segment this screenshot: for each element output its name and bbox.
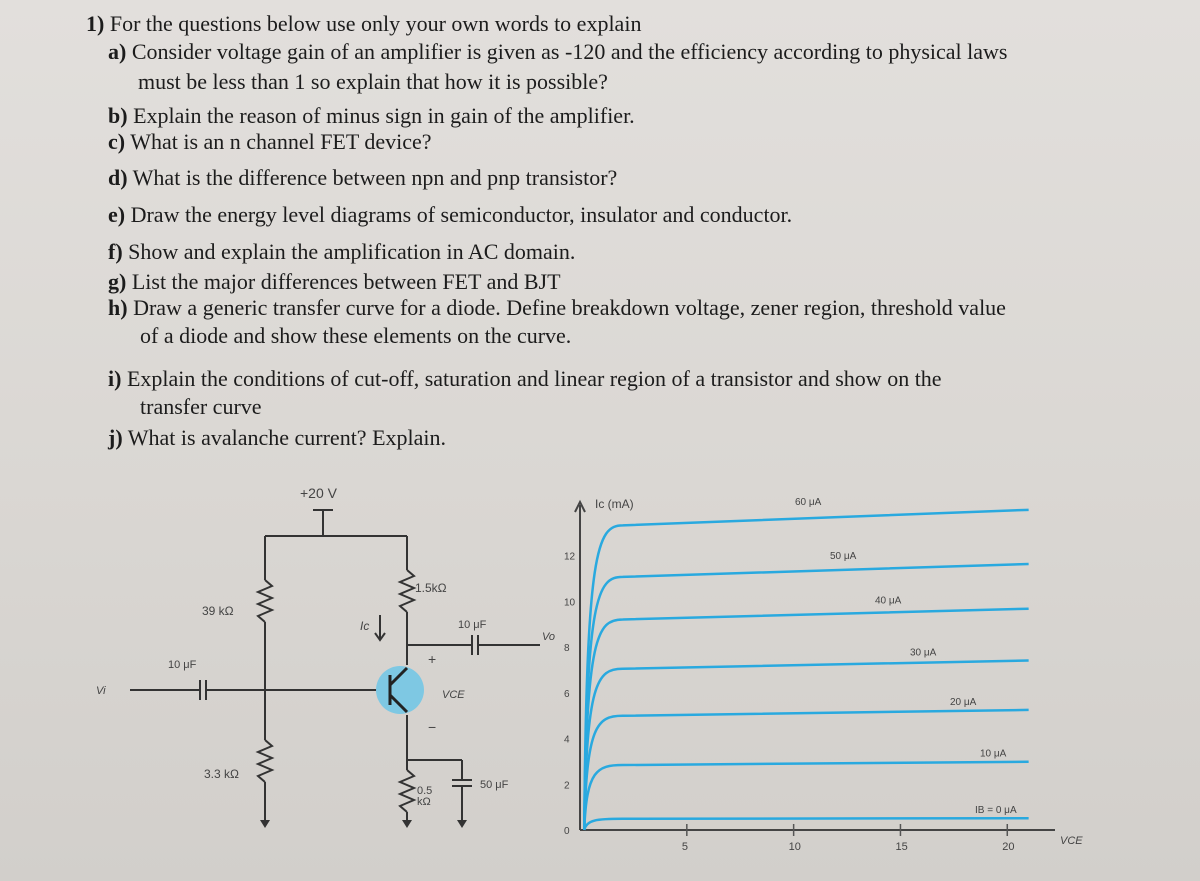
y-tick-label: 8: [564, 643, 570, 655]
question-f-line-1: [108, 240, 575, 264]
question-text: Show and explain the amplification in AC domain.: [128, 239, 576, 264]
series-label: 50 μA: [830, 550, 857, 562]
y-axis-label: Ic (mA): [595, 497, 634, 511]
y-tick-label: 2: [564, 780, 570, 792]
question-label: e): [108, 202, 126, 227]
heading-number: 1): [86, 11, 105, 36]
question-d-line-1: [108, 166, 617, 190]
series-curve: [584, 609, 1028, 830]
question-a-line-2: [138, 70, 608, 94]
series-label: 10 μA: [980, 748, 1007, 760]
series-label: IB = 0 μA: [975, 805, 1017, 817]
r1-resistor: [258, 580, 272, 622]
series-curve: [584, 710, 1028, 830]
question-c-line-1: [108, 130, 432, 154]
cin-label: 10 μF: [168, 659, 197, 671]
re-label-top: 0.5: [417, 785, 433, 797]
rc-resistor: [400, 570, 414, 612]
question-text: List the major differences between FET and BJT: [131, 269, 561, 294]
question-label: d): [108, 165, 128, 190]
question-label: g): [108, 269, 127, 294]
ce-label: 50 μF: [480, 779, 509, 791]
r2-label: 3.3 kΩ: [204, 767, 239, 781]
series-label: 60 μA: [795, 496, 822, 508]
re-resistor: [400, 770, 414, 812]
question-g-line-1: [108, 270, 561, 294]
y-tick-label: 10: [564, 597, 576, 609]
vo-label: Vo: [542, 631, 556, 643]
question-text: Consider voltage gain of an amplifier is given as -120 and the efficiency according to physical laws: [131, 39, 1008, 64]
question-text: Draw a generic transfer curve for a diode. Define breakdown voltage, zener region, threshold value: [133, 295, 1006, 320]
question-text: What is an n channel FET device?: [130, 129, 432, 154]
y-tick-label: 6: [564, 688, 570, 700]
question-label: f): [108, 239, 123, 264]
x-tick-label: 20: [1002, 841, 1015, 853]
question-h-line-2: [140, 324, 571, 348]
series-label: 40 μA: [875, 595, 902, 607]
cout-label: 10 μF: [458, 619, 487, 631]
question-text: Explain the conditions of cut-off, saturation and linear region of a transistor and show on the: [126, 366, 942, 391]
series-curve: [584, 510, 1028, 830]
question-label: h): [108, 295, 128, 320]
series-label: 30 μA: [910, 647, 937, 659]
question-text: must be less than 1 so explain that how it is possible?: [138, 69, 608, 94]
question-label: j): [108, 425, 123, 450]
collector-characteristics-chart: [555, 490, 1115, 875]
x-tick-label: 5: [681, 841, 688, 853]
question-label: a): [108, 39, 127, 64]
ic-label: Ic: [360, 619, 370, 633]
question-text: What is the difference between npn and pnp transistor?: [132, 165, 618, 190]
question-a-line-1: [108, 40, 1008, 64]
question-text: What is avalanche current? Explain.: [127, 425, 447, 450]
question-label: b): [108, 103, 128, 128]
r2-resistor: [258, 740, 272, 782]
question-text: transfer curve: [140, 394, 262, 419]
x-axis-label: VCE: [1060, 835, 1083, 847]
vce-minus: −: [428, 719, 437, 735]
question-h-line-1: [108, 296, 1006, 320]
re-label-bottom: kΩ: [417, 796, 431, 808]
y-tick-label: 12: [564, 551, 576, 563]
rc-label: 1.5kΩ: [415, 581, 447, 595]
question-e-line-1: [108, 203, 792, 227]
supply-label: +20 V: [300, 485, 337, 501]
question-label: c): [108, 129, 126, 154]
series-label: 20 μA: [950, 696, 977, 708]
heading-text: For the questions below use only your own words to explain: [109, 11, 642, 36]
question-text: Draw the energy level diagrams of semiconductor, insulator and conductor.: [130, 202, 793, 227]
question-text: of a diode and show these elements on the curve.: [140, 323, 572, 348]
ground-symbols: [260, 820, 467, 828]
vce-plus: +: [428, 651, 437, 667]
x-tick-label: 15: [895, 841, 908, 853]
question-b-line-1: [108, 104, 635, 128]
question-text: Explain the reason of minus sign in gain of the amplifier.: [133, 103, 635, 128]
question-j-line-1: [108, 426, 446, 450]
r1-label: 39 kΩ: [202, 604, 234, 618]
question-label: i): [108, 366, 122, 391]
y-tick-label: 0: [564, 826, 570, 837]
x-tick-label: 10: [788, 841, 801, 853]
series-curve: [584, 660, 1028, 830]
vi-label: Vi: [96, 685, 106, 697]
question-i-line-1: [108, 367, 942, 391]
y-tick-label: 4: [564, 734, 570, 746]
question-heading: [86, 12, 641, 36]
vce-label: VCE: [442, 689, 465, 701]
amplifier-circuit-diagram: [60, 480, 556, 870]
question-i-line-2: [140, 395, 262, 419]
series-curve: [584, 818, 1028, 830]
